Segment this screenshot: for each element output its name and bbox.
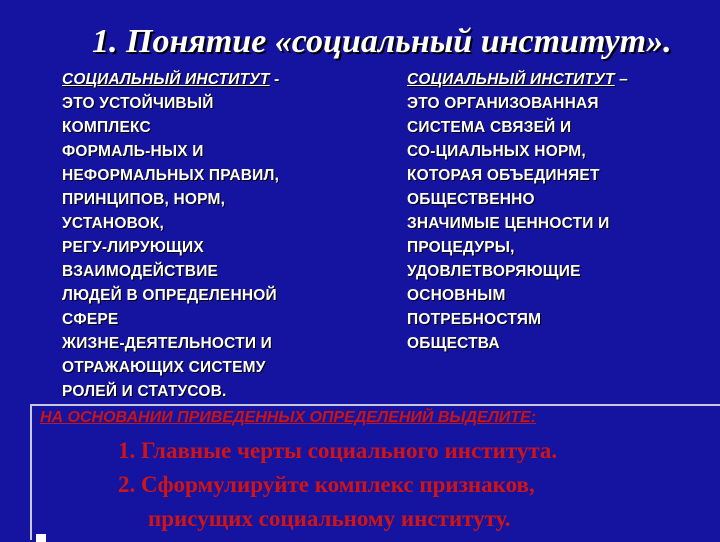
definition-left-line: РЕГУ-ЛИРУЮЩИХ xyxy=(62,239,204,256)
definition-left-term: СОЦИАЛЬНЫЙ ИНСТИТУТ xyxy=(62,71,270,88)
definition-right-line: ОБЩЕСТВА xyxy=(407,335,500,352)
definition-right-line: ЗНАЧИМЫЕ ЦЕННОСТИ И xyxy=(407,215,610,232)
definition-right-line: СО-ЦИАЛЬНЫХ НОРМ, xyxy=(407,143,586,160)
definition-left-line: СФЕРЕ xyxy=(62,311,119,328)
definition-right-term-line xyxy=(407,68,628,92)
definition-right xyxy=(407,68,628,356)
definition-left-line: ЛЮДЕЙ В ОПРЕДЕЛЕННОЙ xyxy=(62,287,277,304)
definition-left-line: ЭТО УСТОЙЧИВЫЙ xyxy=(62,95,214,112)
definition-left-term-line xyxy=(62,68,280,92)
definition-left-line: ОТРАЖАЮЩИХ СИСТЕМУ xyxy=(62,359,266,376)
definition-left-term-dash: - xyxy=(269,71,280,88)
definition-left-line: КОМПЛЕКС xyxy=(62,119,151,136)
definition-left-line: ЖИЗНЕ-ДЕЯТЕЛЬНОСТИ И xyxy=(62,335,273,352)
definition-right-term: СОЦИАЛЬНЫЙ ИНСТИТУТ xyxy=(407,71,615,88)
task-item-2-continuation: присущих социальному институту. xyxy=(148,506,511,531)
definition-right-line: УДОВЛЕТВОРЯЮЩИЕ xyxy=(407,263,581,280)
definition-right-line: ОСНОВНЫМ xyxy=(407,287,506,304)
task-item-1: 1. Главные черты социального института. xyxy=(118,438,558,463)
task-item-2: 2. Сформулируйте комплекс признаков, xyxy=(118,472,535,497)
definition-left-line: РОЛЕЙ И СТАТУСОВ. xyxy=(62,383,227,400)
corner-mark xyxy=(36,534,46,542)
definition-left-line: ФОРМАЛЬ-НЫХ И xyxy=(62,143,204,160)
definition-right-line: СИСТЕМА СВЯЗЕЙ И xyxy=(407,119,572,136)
definition-right-line: ОБЩЕСТВЕННО xyxy=(407,191,535,208)
definition-right-line: ЭТО ОРГАНИЗОВАННАЯ xyxy=(407,95,599,112)
definition-right-term-dash: – xyxy=(614,71,628,88)
definition-right-line: ПРОЦЕДУРЫ, xyxy=(407,239,515,256)
definition-left-line: ПРИНЦИПОВ, НОРМ, xyxy=(62,191,226,208)
definition-right-line: КОТОРАЯ ОБЪЕДИНЯЕТ xyxy=(407,167,600,184)
slide-title: 1. Понятие «социальный институт». xyxy=(92,23,672,60)
definition-left-line: УСТАНОВОК, xyxy=(62,215,165,232)
definition-left-line: НЕФОРМАЛЬНЫХ ПРАВИЛ, xyxy=(62,167,280,184)
tasks-box xyxy=(30,404,720,540)
tasks-heading: НА ОСНОВАНИИ ПРИВЕДЕННЫХ ОПРЕДЕЛЕНИЙ ВЫДЕЛИТЕ: xyxy=(40,409,537,426)
definition-left-line: ВЗАИМОДЕЙСТВИЕ xyxy=(62,263,219,280)
definition-left xyxy=(62,68,280,404)
definition-right-line: ПОТРЕБНОСТЯМ xyxy=(407,311,542,328)
